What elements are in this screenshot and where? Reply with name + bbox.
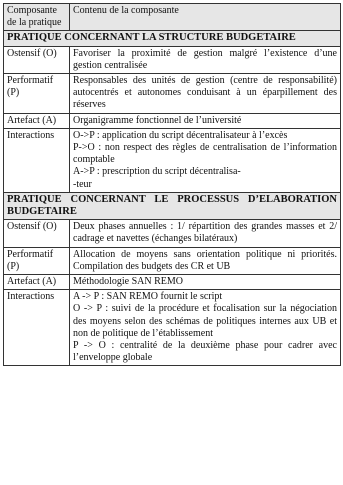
- content-line: A->P : prescription du script décentralisa-: [73, 166, 241, 178]
- table-header-row: [4, 4, 341, 31]
- component-content: [70, 275, 341, 290]
- component-label: Artefact (A): [4, 275, 70, 290]
- component-content: [70, 113, 341, 128]
- header-col-content: Contenu de la composante: [70, 4, 341, 31]
- content-line: P -> O : centralité de la deuxième phase pour cadrer avec l’enveloppe globale: [73, 340, 337, 364]
- component-content: [70, 46, 341, 73]
- content-line: Organigramme fonctionnel de l’université: [73, 114, 242, 126]
- section-title: PRATIQUE CONCERNANT LE PROCESSUS D’ELABORATION BUDGETAIRE: [4, 192, 341, 219]
- component-content: [70, 220, 341, 247]
- content-line: O -> P : suivi de la procédure et focalisation sur la négociation des moyens selon des schémas de politiques internes aux UB et non de politique de l’établissement: [73, 303, 337, 339]
- header-col-component: Composante de la pratique: [4, 4, 70, 31]
- component-content: [70, 247, 341, 274]
- table-row: [4, 220, 341, 247]
- component-label: Interactions: [4, 290, 70, 366]
- table-row: [4, 128, 341, 192]
- content-line: Favoriser la proximité de gestion malgré l’existence d’une gestion centralisée: [73, 47, 337, 71]
- component-label: Artefact (A): [4, 113, 70, 128]
- component-content: [70, 290, 341, 366]
- section-title-row: [4, 31, 341, 46]
- content-line: Méthodologie SAN REMO: [73, 276, 183, 288]
- content-line: A -> P : SAN REMO fournit le script: [73, 291, 223, 303]
- content-line: -teur: [73, 178, 92, 190]
- practice-components-table: [3, 3, 341, 366]
- content-line: P->O : non respect des règles de centralisation de l’information comptable: [73, 142, 337, 166]
- table-row: [4, 113, 341, 128]
- table-row: [4, 46, 341, 73]
- component-label: Performatif (P): [4, 74, 70, 114]
- table-row: [4, 74, 341, 114]
- section-title: PRATIQUE CONCERNANT LA STRUCTURE BUDGETAIRE: [4, 31, 341, 46]
- component-content: [70, 74, 341, 114]
- content-line: Allocation de moyens sans orientation politique ni priorités. Compilation des budgets des CR et UB: [73, 248, 337, 272]
- section-title-row: [4, 192, 341, 219]
- table-row: [4, 247, 341, 274]
- component-label: Ostensif (O): [4, 220, 70, 247]
- content-line: Responsables des unités de gestion (centre de responsabilité) autocentrés et autonomes conduisant à un éparpillement des réserves: [73, 75, 337, 111]
- content-line: Deux phases annuelles : 1/ répartition des grandes masses et 2/ cadrage et navettes (échanges bilatéraux): [73, 221, 337, 245]
- table-row: [4, 275, 341, 290]
- table-row: [4, 290, 341, 366]
- component-label: Interactions: [4, 128, 70, 192]
- component-label: Performatif (P): [4, 247, 70, 274]
- component-content: [70, 128, 341, 192]
- component-label: Ostensif (O): [4, 46, 70, 73]
- content-line: O->P : application du script décentralisateur à l’excès: [73, 129, 288, 141]
- document-page: [3, 3, 340, 366]
